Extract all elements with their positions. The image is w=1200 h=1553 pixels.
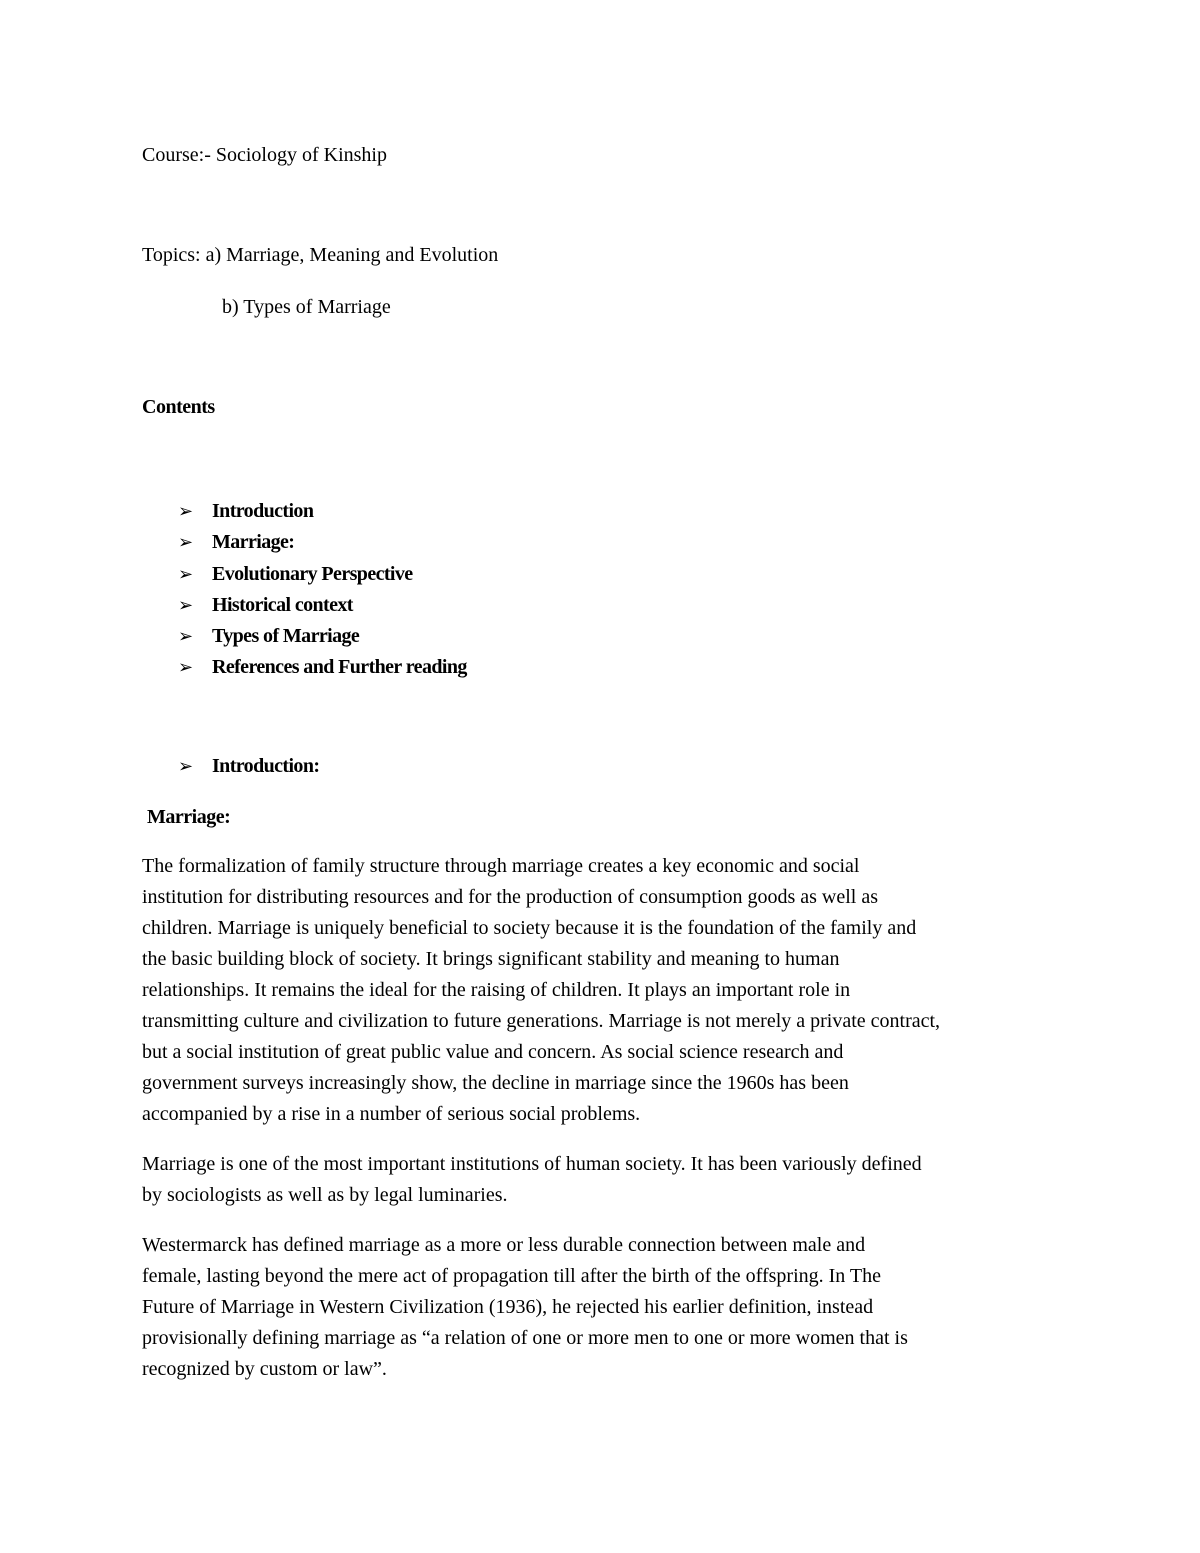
arrow-bullet-icon: ➢ bbox=[178, 756, 193, 776]
contents-item bbox=[178, 621, 467, 652]
course-title: Course:- Sociology of Kinship bbox=[142, 144, 387, 166]
paragraph-formalization bbox=[142, 851, 1072, 1130]
arrow-bullet-icon: ➢ bbox=[178, 657, 193, 678]
contents-item bbox=[178, 652, 467, 683]
paragraph-line: children. Marriage is uniquely beneficial to society because it is the foundation of the family and bbox=[142, 917, 917, 939]
paragraph-line: female, lasting beyond the mere act of propagation till after the birth of the offspring. In The bbox=[142, 1265, 882, 1287]
paragraph-line: by sociologists as well as by legal luminaries. bbox=[142, 1184, 508, 1206]
arrow-bullet-icon: ➢ bbox=[178, 532, 193, 553]
topics-line-a: Topics: a) Marriage, Meaning and Evolution bbox=[142, 244, 499, 266]
arrow-bullet-icon: ➢ bbox=[178, 563, 193, 584]
paragraph-line: provisionally defining marriage as “a relation of one or more men to one or more women that is bbox=[142, 1327, 908, 1349]
marriage-heading: Marriage: bbox=[147, 806, 231, 828]
introduction-heading-label: Introduction: bbox=[212, 755, 320, 777]
paragraph-line: the basic building block of society. It brings significant stability and meaning to human bbox=[142, 948, 840, 970]
paragraph-institutions bbox=[142, 1149, 1072, 1211]
contents-list bbox=[178, 496, 467, 684]
contents-item-label: Evolutionary Perspective bbox=[212, 562, 413, 585]
arrow-bullet-icon: ➢ bbox=[178, 501, 193, 521]
arrow-bullet-icon: ➢ bbox=[178, 594, 193, 615]
paragraph-line: relationships. It remains the ideal for the raising of children. It plays an important role in bbox=[142, 979, 851, 1001]
paragraph-line: Westermarck has defined marriage as a more or less durable connection between male and bbox=[142, 1234, 866, 1256]
contents-item bbox=[178, 527, 467, 558]
topics-line-b: b) Types of Marriage bbox=[222, 296, 391, 318]
contents-item-label: Introduction bbox=[212, 500, 314, 522]
paragraph-line: accompanied by a rise in a number of serious social problems. bbox=[142, 1103, 641, 1125]
contents-heading: Contents bbox=[142, 396, 215, 418]
paragraph-line: Marriage is one of the most important institutions of human society. It has been variously defined bbox=[142, 1153, 922, 1175]
paragraph-line: The formalization of family structure through marriage creates a key economic and social bbox=[142, 855, 860, 877]
contents-item-label: References and Further reading bbox=[212, 656, 467, 679]
paragraph-line: institution for distributing resources and for the production of consumption goods as well as bbox=[142, 886, 878, 908]
contents-item-label: Marriage: bbox=[212, 531, 295, 554]
contents-item bbox=[178, 496, 467, 527]
introduction-heading bbox=[178, 754, 319, 778]
paragraph-westermarck bbox=[142, 1230, 1072, 1385]
contents-item-label: Historical context bbox=[212, 593, 353, 616]
contents-item-label: Types of Marriage bbox=[212, 625, 360, 648]
contents-item bbox=[178, 590, 467, 621]
paragraph-line: recognized by custom or law”. bbox=[142, 1358, 387, 1380]
paragraph-line: but a social institution of great public value and concern. As social science research and bbox=[142, 1041, 844, 1063]
paragraph-line: transmitting culture and civilization to future generations. Marriage is not merely a private contract, bbox=[142, 1010, 941, 1032]
paragraph-line: government surveys increasingly show, the decline in marriage since the 1960s has been bbox=[142, 1072, 849, 1094]
paragraph-line: Future of Marriage in Western Civilization (1936), he rejected his earlier definition, instead bbox=[142, 1296, 874, 1318]
arrow-bullet-icon: ➢ bbox=[178, 626, 193, 647]
contents-item bbox=[178, 559, 467, 590]
